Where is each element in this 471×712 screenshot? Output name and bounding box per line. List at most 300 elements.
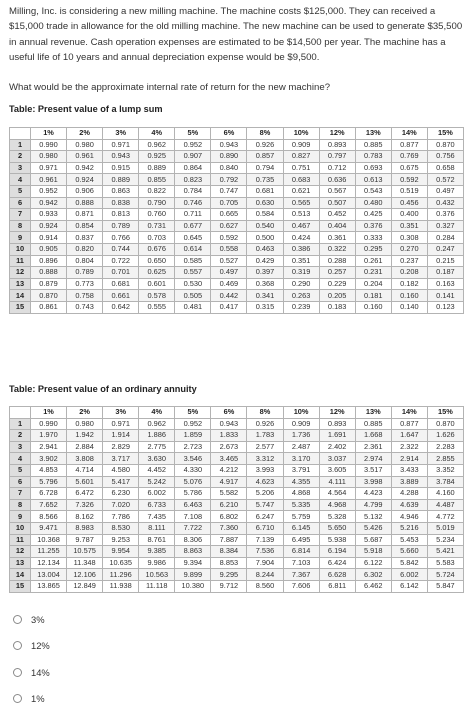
table-cell: 5.335 [283, 499, 319, 511]
table-cell: 0.855 [139, 174, 175, 186]
table-cell: 3.998 [355, 476, 391, 488]
table-cell: 2.941 [31, 441, 67, 453]
table-cell: 0.722 [103, 255, 139, 267]
table-cell: 0.601 [139, 278, 175, 290]
table-cell: 7.367 [283, 569, 319, 581]
row-period-label: 1 [10, 139, 31, 151]
option-12-percent[interactable] [13, 633, 50, 660]
table-row [10, 453, 464, 465]
table-cell: 0.160 [355, 301, 391, 313]
table-cell: 0.257 [319, 267, 355, 279]
table-cell: 5.724 [427, 569, 463, 581]
table-cell: 1.691 [319, 430, 355, 442]
table-cell: 4.799 [355, 499, 391, 511]
table-row [10, 534, 464, 546]
table-cell: 0.376 [355, 220, 391, 232]
table-cell: 0.163 [427, 278, 463, 290]
table-cell: 2.673 [211, 441, 247, 453]
table-cell: 0.857 [247, 151, 283, 163]
table-cell: 0.417 [211, 301, 247, 313]
table-cell: 0.822 [139, 185, 175, 197]
table-cell: 0.290 [283, 278, 319, 290]
table-cell: 0.837 [67, 232, 103, 244]
lump-sum-table-caption: Table: Present value of a lump sum [9, 104, 163, 114]
table-cell: 0.909 [283, 418, 319, 430]
table-row [10, 278, 464, 290]
table-cell: 3.630 [139, 453, 175, 465]
row-period-label: 5 [10, 185, 31, 197]
table-cell: 0.183 [319, 301, 355, 313]
table-cell: 0.481 [175, 301, 211, 313]
table-cell: 3.546 [175, 453, 211, 465]
table-cell: 0.361 [319, 232, 355, 244]
table-cell: 2.577 [247, 441, 283, 453]
table-cell: 6.142 [391, 580, 427, 592]
table-cell: 0.572 [427, 174, 463, 186]
table-cell: 0.467 [283, 220, 319, 232]
table-cell: 1.647 [391, 430, 427, 442]
table-cell: 0.463 [247, 243, 283, 255]
row-period-label: 2 [10, 151, 31, 163]
table-cell: 9.295 [211, 569, 247, 581]
table-row [10, 185, 464, 197]
table-cell: 0.962 [139, 139, 175, 151]
row-period-label: 12 [10, 267, 31, 279]
row-period-label: 3 [10, 441, 31, 453]
table-cell: 9.787 [67, 534, 103, 546]
table-cell: 6.002 [391, 569, 427, 581]
table-cell: 0.980 [31, 151, 67, 163]
table-cell: 1.626 [427, 430, 463, 442]
table-cell: 0.497 [427, 185, 463, 197]
table-cell: 0.893 [319, 418, 355, 430]
table-cell: 8.863 [175, 546, 211, 558]
table-cell: 0.614 [175, 243, 211, 255]
table-cell: 0.926 [247, 139, 283, 151]
table-cell: 0.592 [391, 174, 427, 186]
table-cell: 0.584 [247, 209, 283, 221]
table-row [10, 476, 464, 488]
table-cell: 7.887 [211, 534, 247, 546]
table-cell: 6.814 [283, 546, 319, 558]
table-cell: 0.341 [247, 290, 283, 302]
table-cell: 8.530 [103, 522, 139, 534]
table-cell: 0.205 [319, 290, 355, 302]
table-cell: 0.513 [283, 209, 319, 221]
table-cell: 12.849 [67, 580, 103, 592]
table-cell: 0.942 [67, 162, 103, 174]
table-row [10, 430, 464, 442]
table-cell: 5.660 [391, 546, 427, 558]
table-cell: 1.783 [247, 430, 283, 442]
table-cell: 8.853 [211, 557, 247, 569]
table-cell: 0.613 [355, 174, 391, 186]
table-cell: 5.417 [103, 476, 139, 488]
table-cell: 0.585 [175, 255, 211, 267]
table-cell: 10.635 [103, 557, 139, 569]
table-cell: 13.865 [31, 580, 67, 592]
table-cell: 0.952 [175, 418, 211, 430]
table-cell: 0.567 [319, 185, 355, 197]
row-period-label: 10 [10, 522, 31, 534]
table-row [10, 174, 464, 186]
column-header: 10% [283, 407, 319, 419]
table-cell: 0.315 [247, 301, 283, 313]
table-row [10, 488, 464, 500]
table-cell: 0.870 [427, 139, 463, 151]
table-cell: 0.906 [67, 185, 103, 197]
table-cell: 3.717 [103, 453, 139, 465]
column-header: 5% [175, 128, 211, 140]
column-header: 2% [67, 407, 103, 419]
column-header: 2% [67, 128, 103, 140]
column-header: 15% [427, 128, 463, 140]
table-cell: 0.952 [31, 185, 67, 197]
column-header: 8% [247, 128, 283, 140]
table-cell: 4.452 [139, 464, 175, 476]
table-cell: 0.650 [139, 255, 175, 267]
table-row [10, 499, 464, 511]
table-cell: 5.747 [247, 499, 283, 511]
table-cell: 0.909 [283, 139, 319, 151]
table-cell: 0.327 [427, 220, 463, 232]
table-cell: 4.623 [247, 476, 283, 488]
table-cell: 6.811 [319, 580, 355, 592]
table-cell: 2.402 [319, 441, 355, 453]
table-cell: 0.990 [31, 418, 67, 430]
annuity-table [9, 406, 464, 593]
table-cell: 0.827 [283, 151, 319, 163]
row-period-label: 5 [10, 464, 31, 476]
table-cell: 9.253 [103, 534, 139, 546]
table-cell: 5.328 [319, 511, 355, 523]
table-cell: 0.990 [31, 139, 67, 151]
table-row [10, 151, 464, 163]
table-cell: 0.665 [211, 209, 247, 221]
table-cell: 11.938 [103, 580, 139, 592]
table-row [10, 557, 464, 569]
table-cell: 6.424 [319, 557, 355, 569]
table-cell: 7.103 [283, 557, 319, 569]
table-cell: 0.351 [391, 220, 427, 232]
table-cell: 0.879 [31, 278, 67, 290]
table-cell: 6.728 [31, 488, 67, 500]
row-period-label: 4 [10, 453, 31, 465]
table-cell: 0.896 [31, 255, 67, 267]
table-cell: 0.661 [103, 290, 139, 302]
table-cell: 0.864 [175, 162, 211, 174]
table-cell: 0.889 [103, 174, 139, 186]
table-cell: 0.140 [391, 301, 427, 313]
table-row [10, 569, 464, 581]
table-cell: 0.962 [139, 418, 175, 430]
table-cell: 5.582 [211, 488, 247, 500]
corner-cell [10, 128, 31, 140]
table-cell: 0.907 [175, 151, 211, 163]
table-cell: 0.758 [67, 290, 103, 302]
column-header: 3% [103, 407, 139, 419]
table-cell: 7.606 [283, 580, 319, 592]
table-cell: 3.352 [427, 464, 463, 476]
table-cell: 0.933 [31, 209, 67, 221]
table-cell: 0.854 [67, 220, 103, 232]
table-cell: 0.943 [211, 418, 247, 430]
table-cell: 0.980 [67, 139, 103, 151]
table-row [10, 522, 464, 534]
table-cell: 13.004 [31, 569, 67, 581]
table-cell: 0.592 [211, 232, 247, 244]
table-row [10, 162, 464, 174]
option-label: 14% [31, 667, 50, 678]
table-cell: 0.766 [103, 232, 139, 244]
table-cell: 0.701 [103, 267, 139, 279]
table-cell: 0.971 [31, 162, 67, 174]
table-cell: 3.312 [247, 453, 283, 465]
table-cell: 8.384 [211, 546, 247, 558]
table-cell: 7.360 [211, 522, 247, 534]
table-cell: 2.855 [427, 453, 463, 465]
table-cell: 4.580 [103, 464, 139, 476]
table-cell: 0.870 [31, 290, 67, 302]
table-cell: 7.536 [247, 546, 283, 558]
table-cell: 0.543 [355, 185, 391, 197]
table-cell: 6.628 [319, 569, 355, 581]
table-cell: 8.983 [67, 522, 103, 534]
table-cell: 0.838 [103, 197, 139, 209]
table-cell: 2.974 [355, 453, 391, 465]
table-cell: 8.111 [139, 522, 175, 534]
table-cell: 0.555 [139, 301, 175, 313]
table-cell: 0.530 [175, 278, 211, 290]
table-cell: 0.961 [31, 174, 67, 186]
table-cell: 10.575 [67, 546, 103, 558]
table-cell: 1.970 [31, 430, 67, 442]
question-text: Milling, Inc. is considering a new milling machine. The machine costs $125,000. They can received a $15,000 trade in allowance for the old milling machine. The new machine can be used to generate $35,500 in annual revenue. Cash operation expenses are estimated to be $14,500 per year. The machine has a useful life of 10 years and annual depreciation expense would be $9,500. [9, 4, 467, 65]
table-cell: 6.247 [247, 511, 283, 523]
option-3-percent[interactable] [13, 606, 50, 633]
option-1-percent[interactable] [13, 686, 50, 712]
table-cell: 5.206 [247, 488, 283, 500]
table-cell: 5.426 [355, 522, 391, 534]
table-cell: 0.558 [211, 243, 247, 255]
table-cell: 3.037 [319, 453, 355, 465]
table-cell: 4.917 [211, 476, 247, 488]
table-cell: 0.783 [355, 151, 391, 163]
table-cell: 2.829 [103, 441, 139, 453]
table-cell: 10.368 [31, 534, 67, 546]
table-cell: 4.564 [319, 488, 355, 500]
table-cell: 0.557 [175, 267, 211, 279]
table-cell: 0.676 [139, 243, 175, 255]
table-cell: 5.019 [427, 522, 463, 534]
table-cell: 6.122 [355, 557, 391, 569]
table-cell: 12.134 [31, 557, 67, 569]
table-cell: 0.160 [391, 290, 427, 302]
radio-button[interactable] [13, 668, 22, 677]
table-cell: 0.247 [427, 243, 463, 255]
table-cell: 0.885 [355, 139, 391, 151]
table-cell: 5.687 [355, 534, 391, 546]
table-cell: 1.886 [139, 430, 175, 442]
annuity-table-caption: Table: Present value of an ordinary annuity [9, 384, 197, 394]
table-row [10, 243, 464, 255]
table-cell: 0.400 [391, 209, 427, 221]
row-period-label: 2 [10, 430, 31, 442]
table-cell: 0.712 [319, 162, 355, 174]
column-header: 15% [427, 407, 463, 419]
column-header: 5% [175, 407, 211, 419]
table-cell: 0.743 [67, 301, 103, 313]
column-header: 1% [31, 407, 67, 419]
row-period-label: 6 [10, 476, 31, 488]
table-cell: 0.519 [391, 185, 427, 197]
table-cell: 0.792 [211, 174, 247, 186]
radio-button[interactable] [13, 694, 22, 703]
column-header: 4% [139, 128, 175, 140]
table-cell: 9.471 [31, 522, 67, 534]
table-cell: 4.212 [211, 464, 247, 476]
table-cell: 0.204 [355, 278, 391, 290]
table-cell: 0.683 [283, 174, 319, 186]
radio-button[interactable] [13, 615, 22, 624]
table-cell: 0.308 [391, 232, 427, 244]
table-cell: 0.469 [211, 278, 247, 290]
table-cell: 0.711 [175, 209, 211, 221]
table-cell: 0.208 [391, 267, 427, 279]
table-cell: 0.890 [211, 151, 247, 163]
table-cell: 10.563 [139, 569, 175, 581]
table-cell: 5.216 [391, 522, 427, 534]
table-cell: 6.472 [67, 488, 103, 500]
row-period-label: 7 [10, 488, 31, 500]
table-cell: 0.705 [211, 197, 247, 209]
row-period-label: 13 [10, 278, 31, 290]
table-cell: 0.432 [427, 197, 463, 209]
table-cell: 0.871 [67, 209, 103, 221]
table-cell: 0.500 [247, 232, 283, 244]
table-cell: 9.394 [175, 557, 211, 569]
column-header: 6% [211, 128, 247, 140]
table-cell: 0.773 [67, 278, 103, 290]
answer-options [13, 606, 50, 712]
table-cell: 0.229 [319, 278, 355, 290]
table-cell: 1.942 [67, 430, 103, 442]
column-header: 1% [31, 128, 67, 140]
table-cell: 2.775 [139, 441, 175, 453]
table-cell: 9.712 [211, 580, 247, 592]
table-cell: 12.106 [67, 569, 103, 581]
table-cell: 4.968 [319, 499, 355, 511]
table-cell: 2.283 [427, 441, 463, 453]
row-period-label: 3 [10, 162, 31, 174]
table-cell: 6.733 [139, 499, 175, 511]
column-header: 14% [391, 128, 427, 140]
table-cell: 0.693 [355, 162, 391, 174]
table-cell: 6.463 [175, 499, 211, 511]
table-cell: 6.802 [211, 511, 247, 523]
table-cell: 0.735 [247, 174, 283, 186]
table-cell: 7.652 [31, 499, 67, 511]
table-cell: 6.194 [319, 546, 355, 558]
table-cell: 0.823 [175, 174, 211, 186]
table-cell: 4.330 [175, 464, 211, 476]
option-14-percent[interactable] [13, 659, 50, 686]
table-row [10, 220, 464, 232]
table-cell: 4.288 [391, 488, 427, 500]
table-cell: 0.263 [283, 290, 319, 302]
table-cell: 0.914 [31, 232, 67, 244]
table-cell: 0.540 [247, 220, 283, 232]
table-cell: 4.714 [67, 464, 103, 476]
table-cell: 7.904 [247, 557, 283, 569]
table-cell: 0.889 [139, 162, 175, 174]
table-cell: 6.302 [355, 569, 391, 581]
table-cell: 0.627 [211, 220, 247, 232]
table-cell: 7.139 [247, 534, 283, 546]
table-cell: 0.756 [427, 151, 463, 163]
table-cell: 5.918 [355, 546, 391, 558]
radio-button[interactable] [13, 641, 22, 650]
table-cell: 0.885 [355, 418, 391, 430]
table-cell: 9.899 [175, 569, 211, 581]
table-cell: 3.993 [247, 464, 283, 476]
table-cell: 0.261 [355, 255, 391, 267]
table-cell: 7.722 [175, 522, 211, 534]
column-header: 10% [283, 128, 319, 140]
column-header: 6% [211, 407, 247, 419]
column-header: 8% [247, 407, 283, 419]
table-cell: 9.954 [103, 546, 139, 558]
table-cell: 5.583 [427, 557, 463, 569]
table-cell: 0.925 [139, 151, 175, 163]
table-cell: 0.746 [175, 197, 211, 209]
table-cell: 0.952 [175, 139, 211, 151]
table-cell: 0.703 [139, 232, 175, 244]
table-cell: 0.744 [103, 243, 139, 255]
table-cell: 4.639 [391, 499, 427, 511]
table-cell: 3.791 [283, 464, 319, 476]
table-row [10, 441, 464, 453]
table-cell: 0.625 [139, 267, 175, 279]
table-cell: 0.677 [175, 220, 211, 232]
table-cell: 5.601 [67, 476, 103, 488]
table-cell: 0.870 [427, 418, 463, 430]
table-cell: 8.566 [31, 511, 67, 523]
row-period-label: 7 [10, 209, 31, 221]
table-cell: 2.361 [355, 441, 391, 453]
table-cell: 4.946 [391, 511, 427, 523]
table-cell: 0.794 [247, 162, 283, 174]
table-row [10, 290, 464, 302]
table-row [10, 255, 464, 267]
table-cell: 0.141 [427, 290, 463, 302]
lump-sum-table [9, 127, 464, 314]
table-cell: 5.650 [319, 522, 355, 534]
table-cell: 9.986 [139, 557, 175, 569]
corner-cell [10, 407, 31, 419]
table-cell: 0.295 [355, 243, 391, 255]
table-row [10, 511, 464, 523]
table-cell: 0.636 [319, 174, 355, 186]
table-cell: 0.926 [247, 418, 283, 430]
table-cell: 0.731 [139, 220, 175, 232]
table-cell: 0.452 [319, 209, 355, 221]
table-cell: 0.943 [211, 139, 247, 151]
table-cell: 7.786 [103, 511, 139, 523]
column-header: 13% [355, 128, 391, 140]
table-cell: 4.853 [31, 464, 67, 476]
table-cell: 0.675 [391, 162, 427, 174]
